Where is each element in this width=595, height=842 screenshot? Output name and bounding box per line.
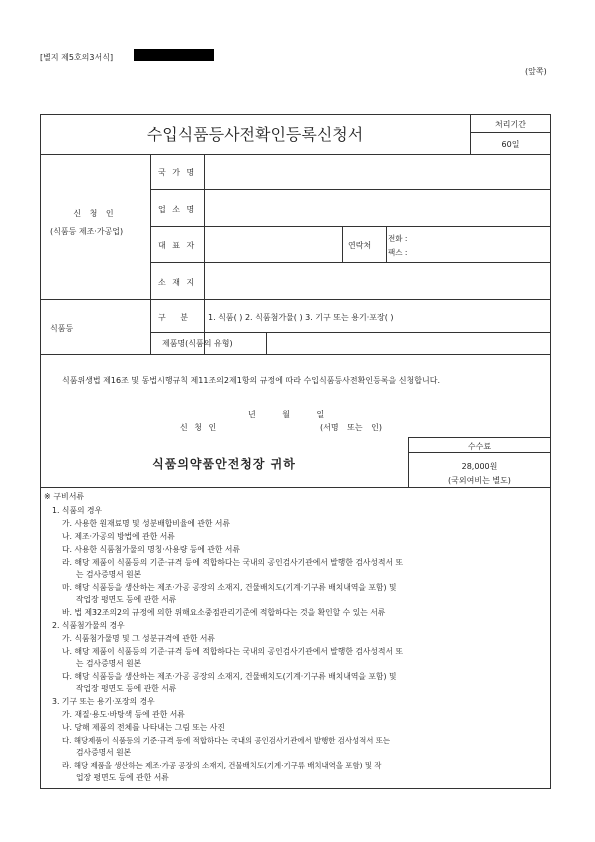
address-label: 소 재 지	[158, 278, 197, 287]
form-reference: [별지 제5호의3서식]	[40, 53, 114, 62]
req-line: 검사증명서 원본	[76, 748, 132, 757]
req-line: 가. 재질·용도·바탕색 등에 관한 서류	[62, 710, 185, 719]
representative-field[interactable]	[206, 228, 340, 260]
req-line: 2. 식품첨가물의 경우	[52, 621, 125, 630]
req-line: 나. 해당 제품이 식품등의 기준·규격 등에 적합하다는 국내의 공인검사기관에서 발행한 검사성적서 또	[62, 647, 404, 656]
country-label: 국 가 명	[158, 168, 197, 177]
addressee: 식품의약품안전청장 귀하	[152, 457, 296, 471]
country-field[interactable]	[206, 156, 549, 187]
req-line: 다. 해당제품이 식품등의 기준·규격 등에 적합하다는 국내의 공인검사기관에서 발행한 검사성적서 또는	[62, 736, 391, 745]
req-line: 다. 사용한 식품첨가물의 명칭·사용량 등에 관한 서류	[62, 545, 240, 554]
req-line: 라. 해당 제품이 식품등의 기준·규격 등에 적합하다는 국내의 공인검사기관에서 발행한 검사성적서 또	[62, 558, 404, 567]
requirements-heading: ※ 구비서류	[44, 492, 85, 501]
req-line: 라. 해당 제품을 생산하는 제조·가공 공장의 소재지, 건물배치도(기계·기구류 배치내역을 포함) 및 작	[62, 761, 382, 770]
declaration-text: 식품위생법 제16조 및 동법시행규칙 제11조의2제1항의 규정에 따라 수입식품등사전확인등록을 신청합니다.	[62, 376, 440, 385]
applicant-section-sub: (식품등 제조·가공업)	[50, 227, 124, 236]
req-line: 는 검사증명서 원본	[76, 570, 142, 579]
contact-label: 연락처	[348, 241, 372, 250]
category-label: 구 분	[158, 313, 194, 322]
applicant-sign-label: 신 청 인	[180, 423, 219, 432]
req-line: 마. 해당 식품등을 생산하는 제조·가공 공장의 소재지, 건물배치도(기계·기구류 배치내역을 포함) 및	[62, 583, 397, 592]
applicant-section-label: 신 청 인	[73, 209, 117, 218]
req-line: 바. 법 제32조의2의 규정에 의한 위해요소중점관리기준에 적합하다는 것을 확인할 수 있는 서류	[62, 608, 386, 617]
category-options[interactable]: 1. 식품( ) 2. 식품첨가물( ) 3. 기구 또는 용기·포장( )	[208, 313, 394, 322]
food-section-label: 식품등	[50, 324, 74, 333]
business-name-label: 업 소 명	[158, 205, 197, 214]
req-line: 1. 식품의 경우	[52, 506, 103, 515]
fee-note: (국외여비는 별도)	[448, 476, 511, 485]
page-side-label: (앞쪽)	[525, 67, 547, 76]
business-name-field[interactable]	[206, 191, 549, 224]
phone-label: 전화 :	[388, 234, 408, 243]
req-line: 작업장 평면도 등에 관한 서류	[76, 684, 177, 693]
product-name-label: 제품명(식품의 유형)	[162, 339, 233, 348]
fax-label: 팩스 :	[388, 248, 408, 257]
req-line: 업장 평면도 등에 관한 서류	[76, 773, 169, 782]
contact-field[interactable]	[420, 228, 549, 260]
form-title: 수입식품등사전확인등록신청서	[146, 125, 364, 144]
req-line: 작업장 평면도 등에 관한 서류	[76, 595, 177, 604]
processing-period-value: 60일	[501, 140, 520, 149]
req-line: 다. 해당 식품등을 생산하는 제조·가공 공장의 소재지, 건물배치도(기계·기구류 배치내역을 포함) 및	[62, 672, 397, 681]
req-line: 나. 제조·가공의 방법에 관한 서류	[62, 532, 175, 541]
req-line: 가. 식품첨가물명 및 그 성분규격에 관한 서류	[62, 634, 215, 643]
req-line: 3. 기구 또는 용기·포장의 경우	[52, 697, 155, 706]
product-name-field[interactable]	[268, 334, 549, 352]
date-line[interactable]: 년 월 일	[248, 410, 325, 419]
processing-period-label: 처리기간	[495, 120, 526, 129]
fee-label: 수수료	[467, 442, 492, 451]
signature-label[interactable]: (서명 또는 인)	[320, 423, 382, 432]
fee-amount: 28,000원	[461, 462, 498, 471]
redacted-block	[134, 49, 214, 61]
representative-label: 대 표 자	[158, 241, 197, 250]
req-line: 는 검사증명서 원본	[76, 659, 142, 668]
req-line: 가. 사용한 원재료명 및 성분배합비율에 관한 서류	[62, 519, 230, 528]
address-field[interactable]	[206, 264, 549, 297]
req-line: 나. 당해 제품의 전체를 나타내는 그림 또는 사진	[62, 723, 225, 732]
